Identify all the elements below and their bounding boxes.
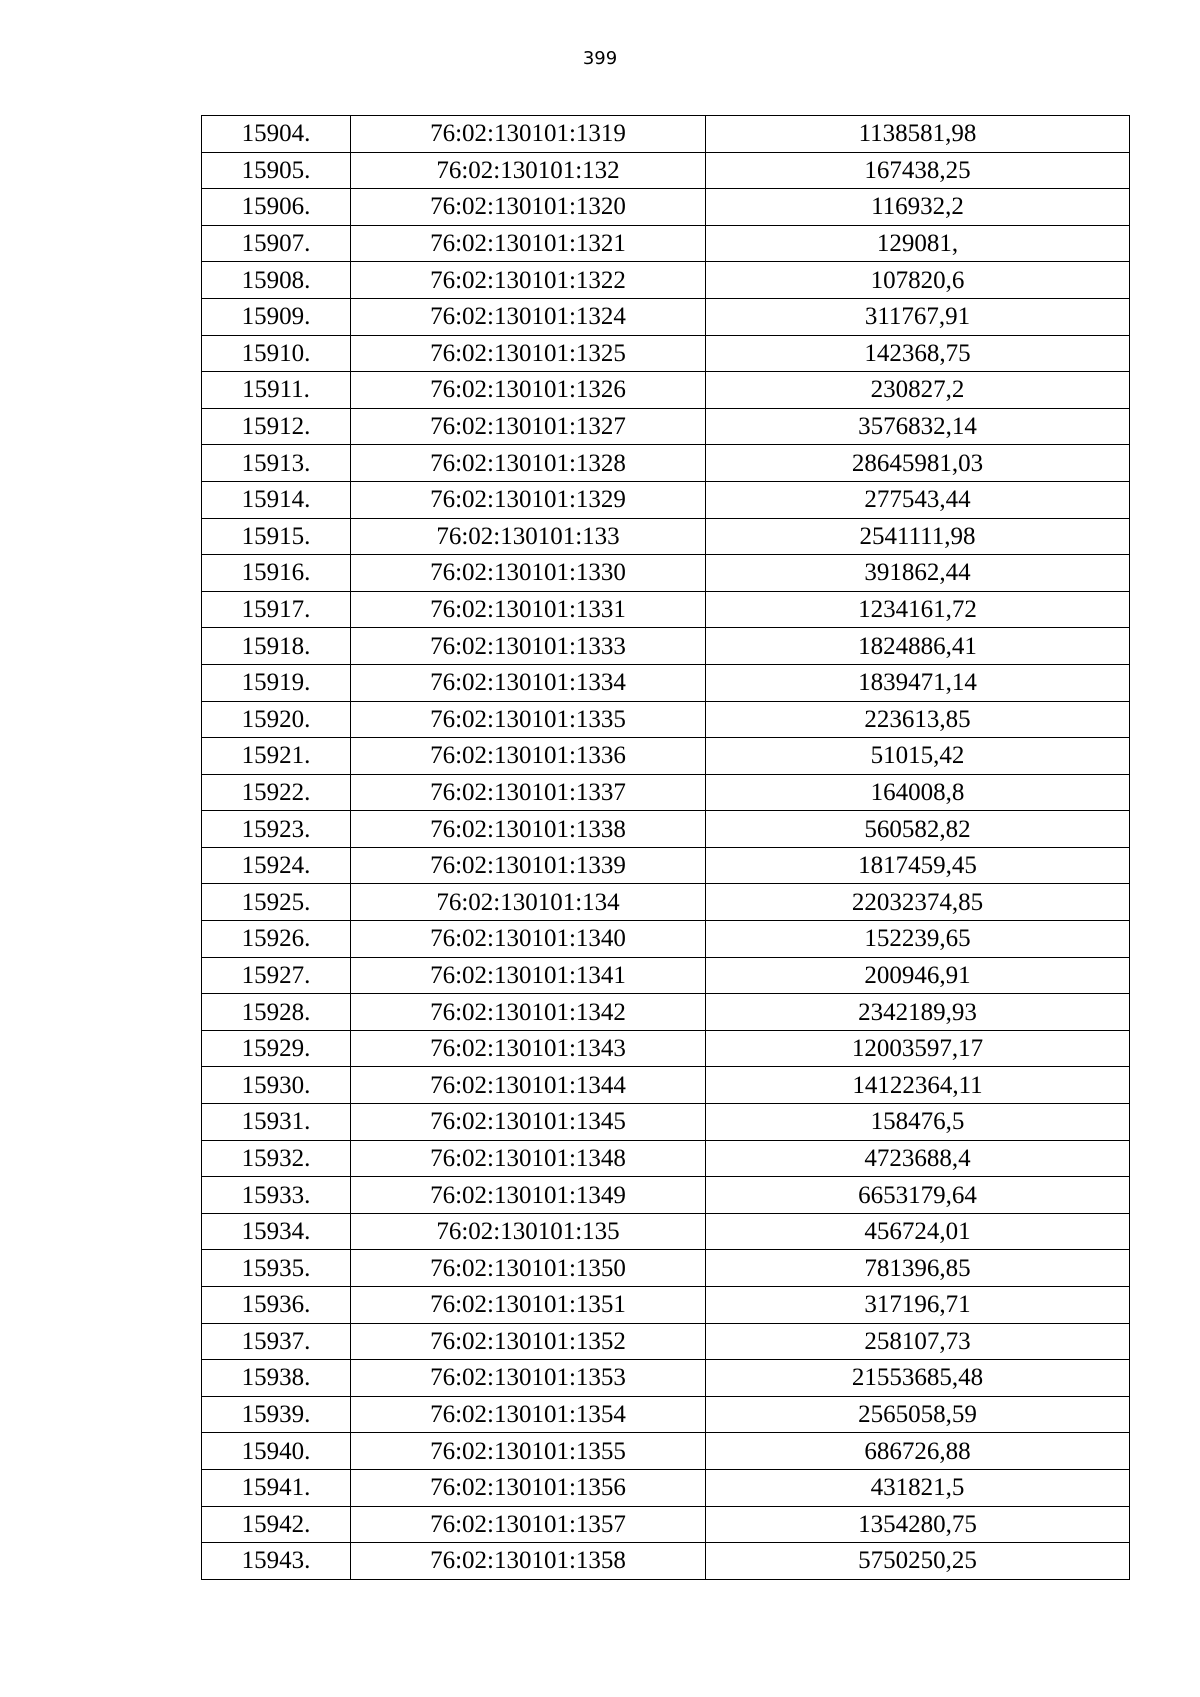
cadastral-number-cell: 76:02:130101:1342 xyxy=(351,994,706,1031)
cadastral-number-cell: 76:02:130101:1353 xyxy=(351,1360,706,1397)
row-number-cell: 15928. xyxy=(202,994,351,1031)
cadastral-value-cell: 3576832,14 xyxy=(706,408,1130,445)
cadastral-number-cell: 76:02:130101:1326 xyxy=(351,372,706,409)
table-row xyxy=(202,1506,1130,1543)
cadastral-number-cell: 76:02:130101:1344 xyxy=(351,1067,706,1104)
row-number-cell: 15924. xyxy=(202,847,351,884)
cadastral-number-cell: 76:02:130101:1357 xyxy=(351,1506,706,1543)
cadastral-value-cell: 200946,91 xyxy=(706,957,1130,994)
cadastral-number-cell: 76:02:130101:1350 xyxy=(351,1250,706,1287)
table-row xyxy=(202,1213,1130,1250)
cadastral-value-cell: 560582,82 xyxy=(706,811,1130,848)
cadastral-value-cell: 107820,6 xyxy=(706,262,1130,299)
cadastral-value-cell: 1138581,98 xyxy=(706,116,1130,153)
table-row xyxy=(202,372,1130,409)
row-number-cell: 15912. xyxy=(202,408,351,445)
table-row xyxy=(202,811,1130,848)
cadastral-value-cell: 22032374,85 xyxy=(706,884,1130,921)
table-row xyxy=(202,298,1130,335)
cadastral-number-cell: 76:02:130101:1319 xyxy=(351,116,706,153)
cadastral-number-cell: 76:02:130101:1348 xyxy=(351,1140,706,1177)
cadastral-number-cell: 76:02:130101:1321 xyxy=(351,225,706,262)
row-number-cell: 15932. xyxy=(202,1140,351,1177)
table-row xyxy=(202,445,1130,482)
row-number-cell: 15910. xyxy=(202,335,351,372)
row-number-cell: 15908. xyxy=(202,262,351,299)
row-number-cell: 15906. xyxy=(202,189,351,226)
table-row xyxy=(202,408,1130,445)
row-number-cell: 15940. xyxy=(202,1433,351,1470)
table-row xyxy=(202,957,1130,994)
cadastral-value-cell: 51015,42 xyxy=(706,738,1130,775)
row-number-cell: 15920. xyxy=(202,701,351,738)
table-row xyxy=(202,481,1130,518)
cadastral-number-cell: 76:02:130101:1343 xyxy=(351,1030,706,1067)
row-number-cell: 15942. xyxy=(202,1506,351,1543)
row-number-cell: 15934. xyxy=(202,1213,351,1250)
cadastral-value-cell: 4723688,4 xyxy=(706,1140,1130,1177)
cadastral-value-cell: 258107,73 xyxy=(706,1323,1130,1360)
row-number-cell: 15921. xyxy=(202,738,351,775)
cadastral-number-cell: 76:02:130101:1336 xyxy=(351,738,706,775)
table-row xyxy=(202,1030,1130,1067)
cadastral-number-cell: 76:02:130101:1355 xyxy=(351,1433,706,1470)
cadastral-value-cell: 2342189,93 xyxy=(706,994,1130,1031)
cadastral-value-cell: 230827,2 xyxy=(706,372,1130,409)
table-row xyxy=(202,1104,1130,1141)
cadastral-value-cell: 431821,5 xyxy=(706,1469,1130,1506)
cadastral-value-cell: 2541111,98 xyxy=(706,518,1130,555)
table-row xyxy=(202,555,1130,592)
table-row xyxy=(202,1140,1130,1177)
row-number-cell: 15917. xyxy=(202,591,351,628)
cadastral-number-cell: 76:02:130101:1356 xyxy=(351,1469,706,1506)
table-row xyxy=(202,847,1130,884)
table-row xyxy=(202,225,1130,262)
table-row xyxy=(202,664,1130,701)
table-row xyxy=(202,701,1130,738)
row-number-cell: 15911. xyxy=(202,372,351,409)
cadastral-value-cell: 1354280,75 xyxy=(706,1506,1130,1543)
cadastral-value-cell: 28645981,03 xyxy=(706,445,1130,482)
cadastral-number-cell: 76:02:130101:1354 xyxy=(351,1396,706,1433)
table-row xyxy=(202,1469,1130,1506)
row-number-cell: 15914. xyxy=(202,481,351,518)
cadastral-value-cell: 12003597,17 xyxy=(706,1030,1130,1067)
cadastral-value-cell: 164008,8 xyxy=(706,774,1130,811)
table-row xyxy=(202,1067,1130,1104)
table-row xyxy=(202,774,1130,811)
row-number-cell: 15930. xyxy=(202,1067,351,1104)
row-number-cell: 15927. xyxy=(202,957,351,994)
row-number-cell: 15923. xyxy=(202,811,351,848)
cadastral-number-cell: 76:02:130101:1352 xyxy=(351,1323,706,1360)
cadastral-value-cell: 6653179,64 xyxy=(706,1177,1130,1214)
row-number-cell: 15933. xyxy=(202,1177,351,1214)
cadastral-value-cell: 21553685,48 xyxy=(706,1360,1130,1397)
cadastral-number-cell: 76:02:130101:1327 xyxy=(351,408,706,445)
table-row xyxy=(202,884,1130,921)
cadastral-value-cell: 142368,75 xyxy=(706,335,1130,372)
cadastral-number-cell: 76:02:130101:1338 xyxy=(351,811,706,848)
table-row xyxy=(202,1543,1130,1580)
cadastral-number-cell: 76:02:130101:1349 xyxy=(351,1177,706,1214)
cadastral-value-cell: 686726,88 xyxy=(706,1433,1130,1470)
row-number-cell: 15918. xyxy=(202,628,351,665)
cadastral-number-cell: 76:02:130101:1345 xyxy=(351,1104,706,1141)
row-number-cell: 15919. xyxy=(202,664,351,701)
cadastral-value-cell: 14122364,11 xyxy=(706,1067,1130,1104)
cadastral-number-cell: 76:02:130101:1324 xyxy=(351,298,706,335)
cadastral-number-cell: 76:02:130101:1330 xyxy=(351,555,706,592)
table-row xyxy=(202,116,1130,153)
cadastral-number-cell: 76:02:130101:1331 xyxy=(351,591,706,628)
cadastral-number-cell: 76:02:130101:1328 xyxy=(351,445,706,482)
row-number-cell: 15913. xyxy=(202,445,351,482)
row-number-cell: 15929. xyxy=(202,1030,351,1067)
table-row xyxy=(202,518,1130,555)
cadastral-value-cell: 1817459,45 xyxy=(706,847,1130,884)
cadastral-number-cell: 76:02:130101:1320 xyxy=(351,189,706,226)
table-row xyxy=(202,1433,1130,1470)
table-row xyxy=(202,994,1130,1031)
table-row xyxy=(202,1360,1130,1397)
row-number-cell: 15935. xyxy=(202,1250,351,1287)
row-number-cell: 15936. xyxy=(202,1287,351,1324)
table-row xyxy=(202,921,1130,958)
cadastral-value-cell: 1839471,14 xyxy=(706,664,1130,701)
row-number-cell: 15937. xyxy=(202,1323,351,1360)
cadastral-number-cell: 76:02:130101:1325 xyxy=(351,335,706,372)
cadastral-value-cell: 1234161,72 xyxy=(706,591,1130,628)
cadastral-number-cell: 76:02:130101:1358 xyxy=(351,1543,706,1580)
row-number-cell: 15904. xyxy=(202,116,351,153)
cadastral-value-cell: 152239,65 xyxy=(706,921,1130,958)
page-number: 399 xyxy=(582,48,618,69)
cadastral-value-table xyxy=(201,115,1130,1580)
row-number-cell: 15922. xyxy=(202,774,351,811)
cadastral-number-cell: 76:02:130101:1351 xyxy=(351,1287,706,1324)
row-number-cell: 15916. xyxy=(202,555,351,592)
cadastral-number-cell: 76:02:130101:1340 xyxy=(351,921,706,958)
row-number-cell: 15931. xyxy=(202,1104,351,1141)
cadastral-number-cell: 76:02:130101:1341 xyxy=(351,957,706,994)
table-row xyxy=(202,152,1130,189)
cadastral-value-cell: 5750250,25 xyxy=(706,1543,1130,1580)
cadastral-number-cell: 76:02:130101:132 xyxy=(351,152,706,189)
table-row xyxy=(202,1323,1130,1360)
cadastral-value-cell: 781396,85 xyxy=(706,1250,1130,1287)
row-number-cell: 15905. xyxy=(202,152,351,189)
cadastral-value-cell: 277543,44 xyxy=(706,481,1130,518)
table-row xyxy=(202,1287,1130,1324)
row-number-cell: 15941. xyxy=(202,1469,351,1506)
table-row xyxy=(202,1177,1130,1214)
cadastral-number-cell: 76:02:130101:1337 xyxy=(351,774,706,811)
table-row xyxy=(202,335,1130,372)
cadastral-value-cell: 158476,5 xyxy=(706,1104,1130,1141)
cadastral-value-cell: 317196,71 xyxy=(706,1287,1130,1324)
cadastral-value-cell: 311767,91 xyxy=(706,298,1130,335)
cadastral-number-cell: 76:02:130101:1339 xyxy=(351,847,706,884)
cadastral-number-cell: 76:02:130101:135 xyxy=(351,1213,706,1250)
table-row xyxy=(202,189,1130,226)
row-number-cell: 15938. xyxy=(202,1360,351,1397)
cadastral-value-cell: 129081, xyxy=(706,225,1130,262)
table-row xyxy=(202,1250,1130,1287)
cadastral-value-cell: 116932,2 xyxy=(706,189,1130,226)
cadastral-value-cell: 167438,25 xyxy=(706,152,1130,189)
cadastral-number-cell: 76:02:130101:1335 xyxy=(351,701,706,738)
table-row xyxy=(202,628,1130,665)
table-row xyxy=(202,1396,1130,1433)
table-row xyxy=(202,738,1130,775)
row-number-cell: 15925. xyxy=(202,884,351,921)
table-row xyxy=(202,262,1130,299)
cadastral-value-cell: 456724,01 xyxy=(706,1213,1130,1250)
cadastral-number-cell: 76:02:130101:133 xyxy=(351,518,706,555)
row-number-cell: 15907. xyxy=(202,225,351,262)
cadastral-number-cell: 76:02:130101:1333 xyxy=(351,628,706,665)
cadastral-value-cell: 391862,44 xyxy=(706,555,1130,592)
cadastral-value-cell: 223613,85 xyxy=(706,701,1130,738)
row-number-cell: 15909. xyxy=(202,298,351,335)
table-body xyxy=(202,116,1130,1580)
cadastral-value-cell: 2565058,59 xyxy=(706,1396,1130,1433)
cadastral-number-cell: 76:02:130101:134 xyxy=(351,884,706,921)
row-number-cell: 15943. xyxy=(202,1543,351,1580)
row-number-cell: 15915. xyxy=(202,518,351,555)
cadastral-number-cell: 76:02:130101:1334 xyxy=(351,664,706,701)
cadastral-number-cell: 76:02:130101:1329 xyxy=(351,481,706,518)
table-row xyxy=(202,591,1130,628)
cadastral-value-cell: 1824886,41 xyxy=(706,628,1130,665)
row-number-cell: 15939. xyxy=(202,1396,351,1433)
cadastral-number-cell: 76:02:130101:1322 xyxy=(351,262,706,299)
row-number-cell: 15926. xyxy=(202,921,351,958)
